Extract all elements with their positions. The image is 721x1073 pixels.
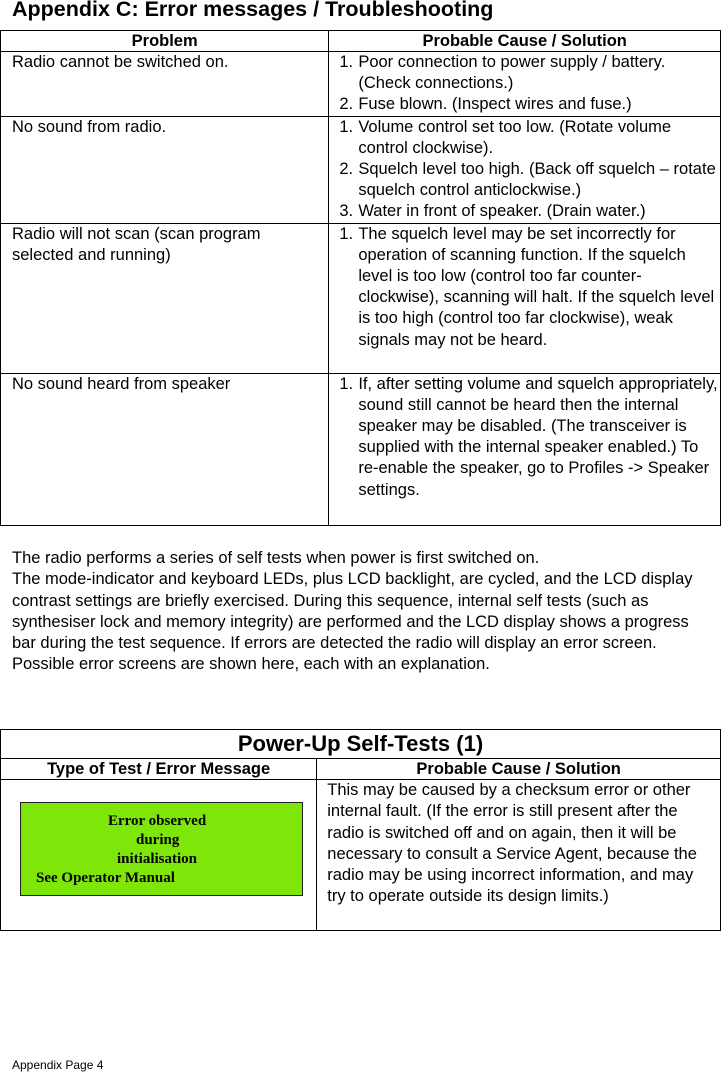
problem-cell: No sound heard from speaker bbox=[1, 373, 329, 525]
column-header-solution: Probable Cause / Solution bbox=[317, 759, 721, 780]
table-banner-row bbox=[1, 730, 721, 759]
step-number: 1. bbox=[339, 117, 354, 136]
solution-step bbox=[339, 374, 720, 501]
step-text: Poor connection to power supply / battery. (Check connections.) bbox=[358, 53, 666, 93]
step-number: 1. bbox=[339, 374, 354, 393]
self-test-description bbox=[12, 548, 712, 676]
step-number: 2. bbox=[339, 95, 354, 114]
solution-cell bbox=[329, 373, 721, 525]
step-text: Water in front of speaker. (Drain water.) bbox=[358, 202, 646, 221]
solution-cell bbox=[329, 223, 721, 373]
lcd-line: initialisation bbox=[117, 851, 198, 867]
step-text: Fuse blown. (Inspect wires and fuse.) bbox=[358, 95, 632, 114]
step-text: The squelch level may be set incorrectly for operation of scanning function. If the squelch level is too low (control too far counter-clockwise), scanning will halt. If the squelch level is too high (control too far clockwise), weak signals may not be heard. bbox=[358, 224, 715, 349]
solution-step bbox=[339, 224, 720, 351]
page-footer: Appendix Page 4 bbox=[12, 1058, 104, 1072]
table-header-row bbox=[1, 759, 721, 780]
lcd-error-screen bbox=[20, 802, 303, 896]
step-number: 1. bbox=[339, 53, 354, 71]
problem-cell: No sound from radio. bbox=[1, 116, 329, 223]
problem-cell: Radio cannot be switched on. bbox=[1, 52, 329, 117]
step-text: Volume control set too low. (Rotate volume control clockwise). bbox=[358, 117, 672, 157]
lcd-line: Error observed bbox=[108, 813, 207, 829]
solution-step bbox=[339, 52, 720, 94]
paragraph-body: The mode-indicator and keyboard LEDs, plus LCD backlight, are cycled, and the LCD display contrast settings are briefly exercised. During this sequence, internal self tests (such as synthesiser lock and memory integrity) are performed and the LCD display shows a progress bar during the test sequence. If errors are detected the radio will display an error screen. Possible error screens are shown here, each with an explanation. bbox=[12, 570, 693, 674]
solution-cell bbox=[329, 116, 721, 223]
paragraph-intro: The radio performs a series of self tests when power is first switched on. bbox=[12, 549, 540, 567]
table-row bbox=[1, 52, 721, 117]
table-header-row bbox=[1, 31, 721, 52]
solution-step bbox=[339, 94, 720, 115]
table-row bbox=[1, 116, 721, 223]
troubleshooting-table bbox=[0, 30, 721, 526]
lcd-line: during bbox=[136, 832, 180, 848]
solution-step bbox=[339, 159, 720, 201]
step-number: 3. bbox=[339, 202, 354, 221]
solution-cell bbox=[329, 52, 721, 117]
solution-cell: This may be caused by a checksum error or other internal fault. (If the error is still present after the radio is switched off and on again, then it will be necessary to consult a Service Agent, because the radio may be using incorrect information, and may try to operate outside its design limits.) bbox=[317, 780, 721, 931]
page-title: Appendix C: Error messages / Troubleshooting bbox=[12, 0, 494, 21]
step-text: Squelch level too high. (Back off squelch – rotate squelch control anticlockwise.) bbox=[358, 160, 716, 200]
step-number: 1. bbox=[339, 224, 354, 243]
step-text: If, after setting volume and squelch appropriately, sound still cannot be heard then the internal speaker may be disabled. (The transceiver is supplied with the internal speaker enabled.) To re-enable the speaker, go to Profiles -> Speaker settings. bbox=[358, 374, 718, 499]
column-header-solution: Probable Cause / Solution bbox=[329, 31, 721, 52]
problem-cell: Radio will not scan (scan program selected and running) bbox=[1, 223, 329, 373]
table-row bbox=[1, 223, 721, 373]
solution-step bbox=[339, 201, 720, 222]
solution-step bbox=[339, 117, 720, 159]
table-row bbox=[1, 373, 721, 525]
column-header-problem: Problem bbox=[1, 31, 329, 52]
table-banner: Power-Up Self-Tests (1) bbox=[1, 730, 721, 759]
lcd-line: See Operator Manual bbox=[36, 870, 175, 886]
column-header-test: Type of Test / Error Message bbox=[1, 759, 317, 780]
step-number: 2. bbox=[339, 160, 354, 179]
